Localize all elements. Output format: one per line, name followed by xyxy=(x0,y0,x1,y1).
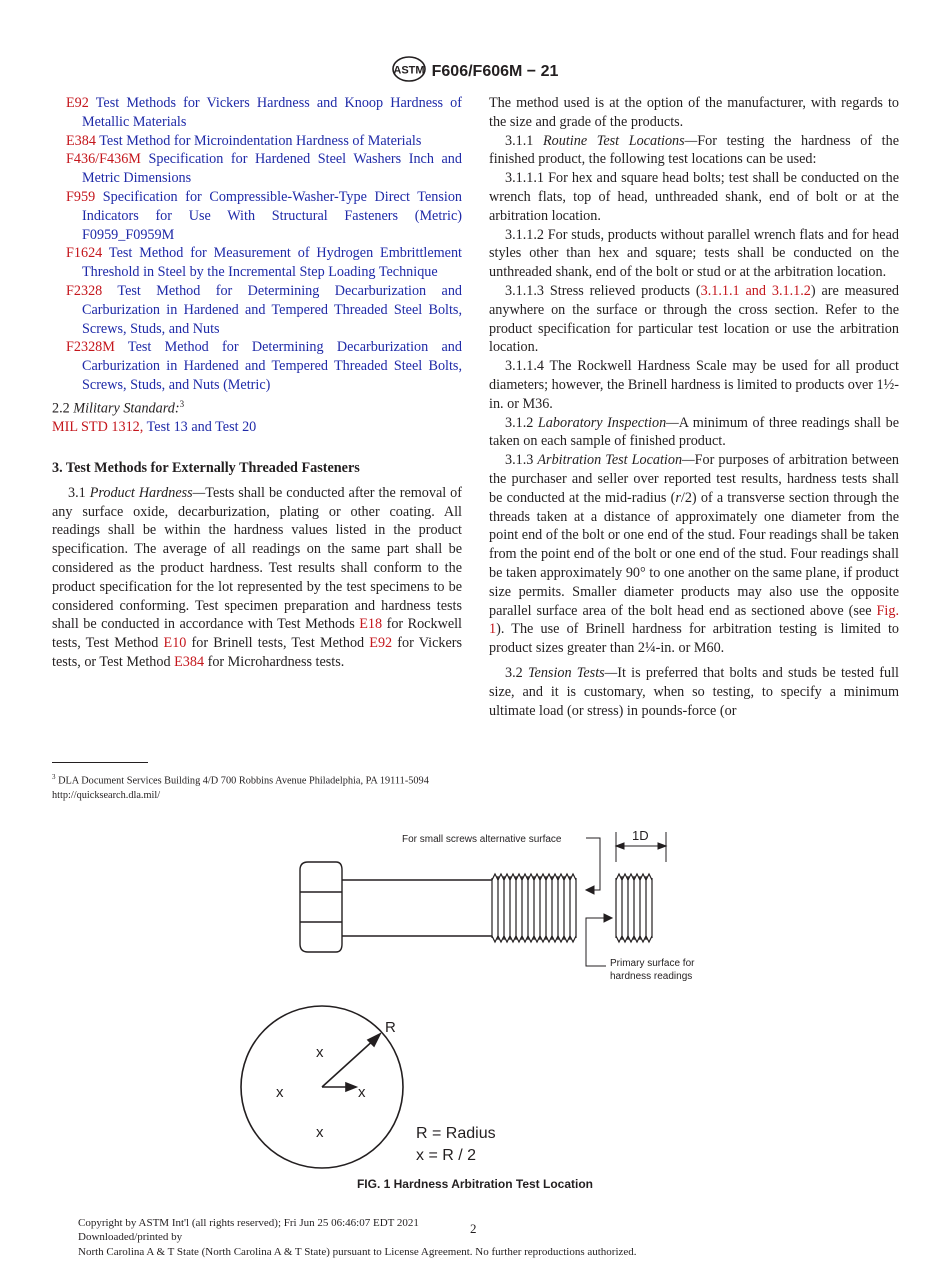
reference-title-link[interactable]: Specification for Hardened Steel Washers Inch and Metric Dimensions xyxy=(82,151,462,187)
x-mark-left: x xyxy=(276,1084,284,1101)
figure-ref-link[interactable]: Fig. 1 xyxy=(489,602,899,638)
legend-radius: R = Radius xyxy=(416,1125,496,1142)
paragraph-3-1-1-4: 3.1.1.4 The Rockwell Hardness Scale may be used for all product diameters; however, the Brinell hardness is limited to products over 1½-in. or M36. xyxy=(489,358,899,412)
section-ref-link[interactable]: 3.1.1.1 and 3.1.1.2 xyxy=(700,282,811,299)
reference-title-link[interactable]: Test Method for Measurement of Hydrogen Embrittlement Threshold in Steel by the Incremental Step Loading Technique xyxy=(82,245,462,281)
reference-title-link[interactable]: Specification for Compressible-Washer-Type Direct Tension Indicators for Use With Structural Fasteners (Metric) F0959_F0959M xyxy=(82,188,463,243)
reference-item xyxy=(52,132,462,151)
primary-surface-label: Primary surface for xyxy=(610,958,695,969)
reference-code-link[interactable]: F436/F436M xyxy=(66,151,141,168)
small-screws-label: For small screws alternative surface xyxy=(402,834,562,845)
paragraph-3-1-1-3: 3.1.1.3 Stress relieved products (3.1.1.1 and 3.1.1.2) are measured anywhere on the surface or through the cross section. Refer to the product specification for particular test location or use the arbitration location. xyxy=(489,282,899,356)
reference-code-link[interactable]: E92 xyxy=(66,95,89,111)
page-header xyxy=(0,56,950,87)
e10-link[interactable]: E10 xyxy=(163,635,187,652)
paragraph-3-1-1-1: 3.1.1.1 For hex and square head bolts; test shall be conducted on the wrench flats, top of head, unthreaded shank, end of bolt or at the arbitration location. xyxy=(489,170,899,224)
x-mark-right: x xyxy=(358,1084,366,1101)
reference-item xyxy=(52,282,462,338)
reference-title-link[interactable]: Test Method for Determining Decarburization and Carburization in Hardened and Tempered Threaded Steel Bolts, Screws, Studs, and Nuts (Metric) xyxy=(82,339,462,393)
bolt-head-drawing xyxy=(300,862,492,952)
astm-logo-icon xyxy=(392,56,426,87)
x-mark-bottom: x xyxy=(316,1124,324,1141)
callout-lines xyxy=(586,832,666,966)
reference-item xyxy=(52,244,462,282)
one-d-label: 1D xyxy=(632,828,649,843)
military-standard-heading: 2.2 Military Standard:$^3$ xyxy=(52,398,185,417)
reference-list xyxy=(52,94,462,395)
right-column xyxy=(489,94,899,720)
e92-link[interactable]: E92 xyxy=(369,635,393,652)
reference-title-link[interactable]: Test Method for Determining Decarburization and Carburization in Hardened and Tempered Threaded Steel Bolts, Screws, Studs, and Nuts xyxy=(82,282,463,337)
reference-title-link[interactable]: Test Method for Microindentation Hardness of Materials xyxy=(99,132,422,149)
reference-item xyxy=(52,94,462,132)
reference-item xyxy=(52,188,462,244)
mil-test-link[interactable]: Test 13 and Test 20 xyxy=(146,419,257,436)
paragraph-3-2: 3.2 Tension Tests—It is preferred that bolts and studs be tested full size, and it is customary, when so testing, to specify a minimum ultimate load (or stress) in pounds-force (or xyxy=(489,664,899,719)
reference-code-link[interactable]: E384 xyxy=(66,132,96,149)
paragraph-3-1-3: 3.1.3 Arbitration Test Location—For purposes of arbitration between the purchaser and seller over reported test results, hardness tests shall be conducted at the mid-radius (r/2) of a transverse section through the threads taken at a distance of approximately one diameter from the point end of the bolt or one end of the stud. Four readings shall be taken from the point end of the bolt or one end of the stud. Four readings shall be taken approximately 90° to one another on the same plane, if product size permits. Smaller diameter products may also use the opposite parallel surface area of the bolt head end as sectioned above (see Fig. 1). The use of Brinell hardness for arbitration testing is limited to product sizes greater than 2¼-in. or M60. xyxy=(489,452,900,657)
r-label: R xyxy=(385,1019,396,1036)
reference-title-link[interactable]: Test Methods for Vickers Hardness and Knoop Hardness of Metallic Materials xyxy=(82,95,462,130)
reference-code-link[interactable]: F1624 xyxy=(66,245,103,262)
reference-item xyxy=(52,338,462,394)
legend-x: x = R / 2 xyxy=(416,1147,477,1164)
page-number: 2 xyxy=(470,1221,477,1236)
paragraph-continued: The method used is at the option of the manufacturer, with regards to the size and grade of the products. xyxy=(489,95,899,130)
military-standard-item xyxy=(52,418,462,437)
paragraph-3-1-2: 3.1.2 Laboratory Inspection—A minimum of three readings shall be taken on each sample of finished product. xyxy=(489,414,900,450)
footnote: $^3$ DLA Document Services Building 4/D 700 Robbins Avenue Philadelphia, PA 19111-5094 http://quicksearch.dla.mil/ xyxy=(52,773,429,802)
figure-1 xyxy=(230,818,730,1178)
document-code: F606/F606M − 21 xyxy=(431,62,559,80)
cross-section-drawing xyxy=(241,1006,403,1168)
reference-code-link[interactable]: F959 xyxy=(66,188,96,205)
reference-code-link[interactable]: F2328M xyxy=(66,339,115,356)
left-column xyxy=(52,94,462,672)
thread-drawing xyxy=(492,874,652,942)
figure-caption: FIG. 1 Hardness Arbitration Test Location xyxy=(356,1177,594,1191)
reference-code-link[interactable]: F2328 xyxy=(66,282,103,299)
x-mark-top: x xyxy=(316,1044,324,1061)
footnote-divider xyxy=(52,762,148,763)
paragraph-3-1: 3.1 Product Hardness—Tests shall be conducted after the removal of any surface oxide, decarburization, plating or other coating. All readings shall be within the hardness values listed in the product specification. The average of all readings on the same part shall be considered as the product hardness. Test results shall conform to the product specification for the lot represented by the test specimens to be considered conforming. Test specimen preparation and hardness tests shall be conducted in accordance with Test Methods E18 for Rockwell tests, Test Method E10 for Brinell tests, Test Method E92 for Vickers tests, or Test Method E384 for Microhardness tests. xyxy=(52,484,463,671)
svg-text:ASTM: ASTM xyxy=(393,64,425,77)
paragraph-3-1-1-2: 3.1.1.2 For studs, products without parallel wrench flats and for head styles other than hex and square; tests shall be conducted on the unthreaded shank, end of the bolt or stud or at the arbitration location. xyxy=(489,226,899,281)
mil-std-link[interactable]: MIL STD 1312, xyxy=(52,419,144,436)
section-heading: 3. Test Methods for Externally Threaded Fasteners xyxy=(52,460,360,477)
e384-link[interactable]: E384 xyxy=(174,654,205,671)
primary-surface-label-2: hardness readings xyxy=(610,971,693,982)
copyright-footer: Copyright by ASTM Int'l (all rights reserved); Fri Jun 25 06:46:07 EDT 2021 Downloaded/printed by North Carolina A & T State (North Carolina A & T State) pursuant to License Agreement. No further reproductions authorized. xyxy=(78,1217,637,1258)
paragraph-3-1-1: 3.1.1 Routine Test Locations—For testing the hardness of the finished product, the following test locations can be used: xyxy=(489,132,900,168)
e18-link[interactable]: E18 xyxy=(359,616,383,633)
reference-item xyxy=(52,150,462,188)
